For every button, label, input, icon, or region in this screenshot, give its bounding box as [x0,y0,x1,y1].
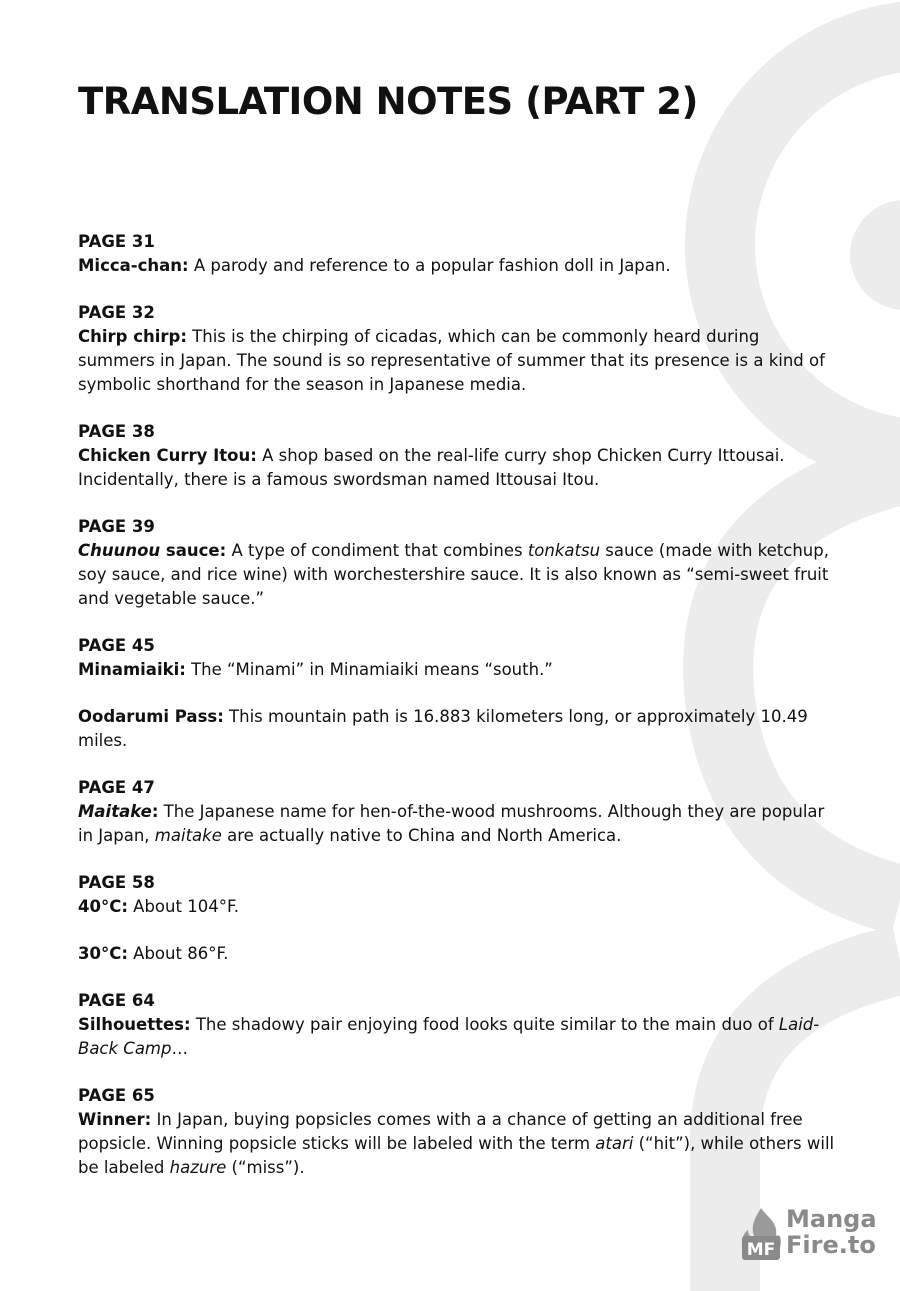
note-text: (“miss”). [226,1158,305,1177]
note-text: (“hit”), while others will be labeled [78,1134,835,1177]
note-entry [78,895,838,919]
note-section [78,989,838,1061]
note-text: are actually native to China and North America. [221,826,622,845]
note-text: This is the chirping of cicadas, which can be commonly heard during summers in Japan. The sound is so representative of summer that its presence is a kind of symbolic shorthand for the season in Japanese media. [78,327,825,394]
note-text: A shop based on the real-life curry shop Chicken Curry Ittousai. Incidentally, there is a famous swordsman named Ittousai Itou. [78,446,785,489]
page-heading: PAGE 47 [78,778,155,797]
note-text: sauce (made with ketchup, soy sauce, and rice wine) with worchestershire sauce. It is also known as “semi-sweet fruit and vegetable sauce.” [78,541,829,608]
note-text: About 104°F. [127,897,240,916]
note-term-italic: Chuunou [78,541,161,560]
note-section [78,776,838,848]
note-text: In Japan, buying popsicles comes with a a chance of getting an additional free popsicle. Winning popsicle sticks will be labeled with the term [78,1110,803,1153]
note-section [78,301,838,397]
note-entry [78,325,838,397]
note-text: A type of condiment that combines [226,541,528,560]
page-heading: PAGE 58 [78,873,155,892]
note-entry [78,658,838,682]
note-term [78,256,189,275]
note-section [78,515,838,611]
note-term-text: Oodarumi Pass: [78,707,224,726]
note-section [78,420,838,492]
note-term-text: Winner: [78,1110,152,1129]
page-heading: PAGE 38 [78,422,155,441]
note-entry [78,254,838,278]
note-term [78,802,158,821]
note-term-text: Minamiaiki: [78,660,186,679]
note-section [78,871,838,966]
note-term [78,944,128,963]
note-entry [78,1108,838,1180]
note-term [78,327,187,346]
note-entry [78,942,838,966]
note-section [78,1084,838,1180]
page-title: TRANSLATION NOTES (PART 2) [78,80,698,123]
note-italic-text: hazure [169,1158,227,1177]
note-term-italic: Maitake [78,802,152,821]
logo-text-line2: Fire.to [786,1231,876,1259]
note-term [78,541,226,560]
note-term [78,660,186,679]
note-section [78,634,838,753]
note-term [78,446,257,465]
note-term-text: Silhouettes: [78,1015,191,1034]
logo-text-line1: Manga [786,1205,877,1233]
note-text: About 86°F. [127,944,229,963]
note-term [78,897,128,916]
note-text: This mountain path is 16.883 kilometers long, or approximately 10.49 miles. [78,707,808,750]
note-italic-text: maitake [154,826,222,845]
note-text: … [171,1039,188,1058]
note-term-text: Chicken Curry Itou: [78,446,257,465]
note-text: The “Minami” in Minamiaiki means “south.” [185,660,553,679]
flame-icon [738,1206,784,1262]
note-term-text: Micca-chan: [78,256,189,275]
note-italic-text: tonkatsu [527,541,601,560]
note-entry [78,800,838,848]
note-italic-text: Laid-Back Camp [78,1015,820,1058]
note-term-text: Chirp chirp: [78,327,187,346]
note-term-text: sauce: [160,541,227,560]
note-term-text: 30°C: [78,944,128,963]
note-term-text: 40°C: [78,897,128,916]
page-heading: PAGE 32 [78,303,155,322]
note-term-text: : [151,802,159,821]
note-entry [78,705,838,753]
page-heading: PAGE 39 [78,517,155,536]
notes-list [78,230,838,1203]
note-entry [78,539,838,611]
logo-badge-text: MF [746,1240,776,1260]
note-entry [78,444,838,492]
page-heading: PAGE 64 [78,991,155,1010]
note-section [78,230,838,278]
note-text: The shadowy pair enjoying food looks quite similar to the main duo of [190,1015,779,1034]
note-text: A parody and reference to a popular fashion doll in Japan. [188,256,671,275]
page-heading: PAGE 31 [78,232,155,251]
page-heading: PAGE 65 [78,1086,155,1105]
mangafire-logo [738,1204,878,1264]
note-term [78,1110,151,1129]
note-italic-text: atari [595,1134,634,1153]
note-term [78,1015,191,1034]
note-text: The Japanese name for hen-of-the-wood mushrooms. Although they are popular in Japan, [78,802,825,845]
page-heading: PAGE 45 [78,636,155,655]
note-term [78,707,224,726]
note-entry [78,1013,838,1061]
